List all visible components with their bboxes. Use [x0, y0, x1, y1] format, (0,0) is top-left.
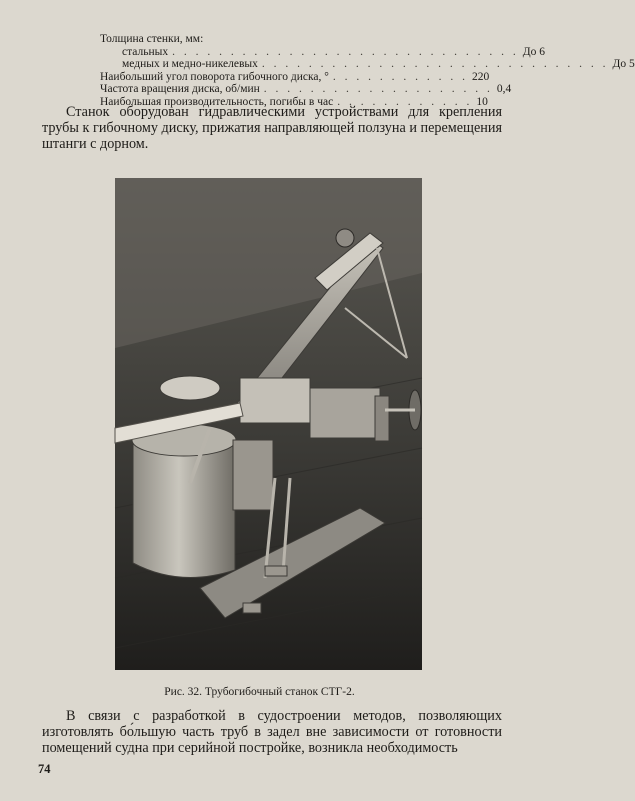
spec-row — [100, 45, 545, 59]
leader-dots: . . . . . . . . . . . . . . . . . . . . — [263, 83, 493, 95]
spec-list — [100, 33, 635, 108]
leader-dots: . . . . . . . . . . . . . . . . . . . . . . . . . . . . . . — [172, 45, 519, 58]
spec-title: Толщина стенки, мм: — [100, 33, 204, 45]
spec-row — [100, 83, 512, 96]
spec-value: 0,4 — [496, 83, 512, 95]
spec-value: До 5 — [612, 58, 635, 70]
spec-value: До 6 — [522, 45, 545, 58]
spec-row — [100, 58, 635, 71]
spec-row — [100, 70, 490, 84]
leader-dots: . . . . . . . . . . . . — [332, 70, 468, 83]
spec-value: 10 — [476, 95, 488, 108]
body-paragraph: Станок оборудован гидравлическими устройствами для крепления трубы к гибочному диску, прижатия направляющей ползуна и перемещения штанги с дорном. — [42, 104, 502, 152]
spec-value: 220 — [471, 70, 490, 83]
leader-dots: . . . . . . . . . . . . — [337, 95, 473, 108]
machine-photo — [115, 178, 422, 670]
spec-label: Частота вращения диска, об/мин — [100, 83, 260, 95]
figure-caption: Рис. 32. Трубогибочный станок СТГ-2. — [164, 686, 355, 698]
spec-label: медных и медно-никелевых — [122, 58, 258, 70]
leader-dots: . . . . . . . . . . . . . . . . . . . . . . . . . . . . . . — [261, 58, 609, 70]
spec-label: стальных — [122, 45, 169, 58]
page-number: 74 — [38, 762, 51, 776]
body-paragraph: В связи с разработкой в судостроении методов, позволяющих изготовлять бо́льшую часть труб в задел вне зависимости от готовности помещений судна при серийной постройке, возникла необходимость — [42, 708, 502, 756]
spec-label: Наибольший угол поворота гибочного диска, ° — [100, 70, 329, 83]
spec-label: Наибольшая производительность, погибы в час — [100, 95, 334, 108]
